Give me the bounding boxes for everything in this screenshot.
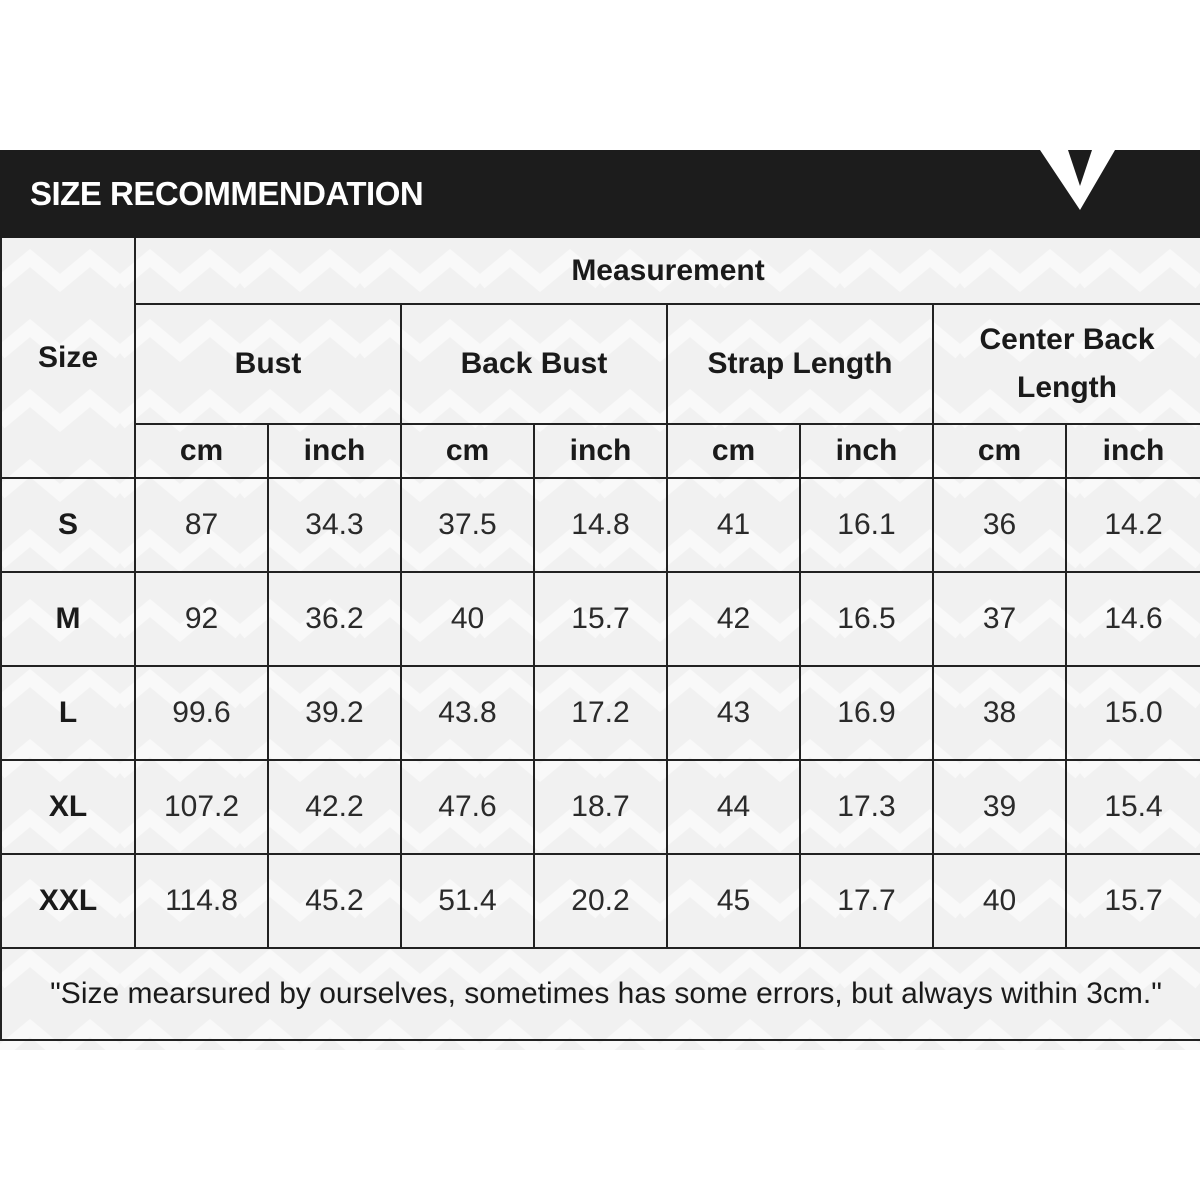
measurement-cell: 45 [667,854,800,948]
measurement-cell: 107.2 [135,760,268,854]
size-cell: M [1,572,135,666]
size-note: "Size mearsured by ourselves, sometimes has some errors, but always within 3cm." [1,948,1200,1040]
chevron-down-icon [1040,150,1120,238]
measurement-cell: 36 [933,478,1066,572]
measurement-cell: 34.3 [268,478,401,572]
measurement-header: Measurement [135,238,1200,304]
measurement-cell: 15.0 [1066,666,1200,760]
measurement-cell: 38 [933,666,1066,760]
measurement-cell: 18.7 [534,760,667,854]
header-bar [0,150,1200,238]
measurement-cell: 39.2 [268,666,401,760]
measurement-cell: 41 [667,478,800,572]
measurement-cell: 14.6 [1066,572,1200,666]
size-cell: XXL [1,854,135,948]
measurement-cell: 99.6 [135,666,268,760]
column-header-strap-length: Strap Length [667,304,933,424]
measurement-cell: 37 [933,572,1066,666]
measurement-cell: 14.2 [1066,478,1200,572]
measurement-cell: 40 [401,572,534,666]
measurement-cell: 45.2 [268,854,401,948]
size-header: Size [1,238,135,478]
measurement-cell: 44 [667,760,800,854]
table-row [1,478,1200,572]
column-header-center-back-length: Center Back Length [933,304,1200,424]
measurement-cell: 47.6 [401,760,534,854]
measurement-cell: 42.2 [268,760,401,854]
measurement-cell: 39 [933,760,1066,854]
measurement-cell: 20.2 [534,854,667,948]
measurement-cell: 15.4 [1066,760,1200,854]
measurement-cell: 43.8 [401,666,534,760]
unit-header: inch [534,424,667,478]
measurement-cell: 87 [135,478,268,572]
table-row [1,854,1200,948]
measurement-cell: 17.2 [534,666,667,760]
measurement-cell: 14.8 [534,478,667,572]
table-row [1,666,1200,760]
column-header-bust: Bust [135,304,401,424]
measurement-cell: 17.7 [800,854,933,948]
unit-header: cm [667,424,800,478]
unit-header: inch [1066,424,1200,478]
page-title: SIZE RECOMMENDATION [30,175,424,212]
measurement-cell: 16.9 [800,666,933,760]
unit-header: cm [135,424,268,478]
unit-header: cm [933,424,1066,478]
measurement-cell: 40 [933,854,1066,948]
measurement-cell: 15.7 [534,572,667,666]
measurement-cell: 114.8 [135,854,268,948]
unit-header: cm [401,424,534,478]
size-cell: XL [1,760,135,854]
size-table-container [0,238,1200,1050]
size-cell: L [1,666,135,760]
column-header-back-bust: Back Bust [401,304,667,424]
size-table [0,238,1200,1041]
measurement-cell: 15.7 [1066,854,1200,948]
measurement-cell: 92 [135,572,268,666]
measurement-cell: 17.3 [800,760,933,854]
measurement-cell: 42 [667,572,800,666]
unit-header: inch [800,424,933,478]
unit-header: inch [268,424,401,478]
measurement-cell: 16.5 [800,572,933,666]
table-row [1,760,1200,854]
measurement-cell: 37.5 [401,478,534,572]
size-cell: S [1,478,135,572]
measurement-cell: 36.2 [268,572,401,666]
measurement-cell: 16.1 [800,478,933,572]
measurement-cell: 43 [667,666,800,760]
measurement-cell: 51.4 [401,854,534,948]
table-row [1,572,1200,666]
